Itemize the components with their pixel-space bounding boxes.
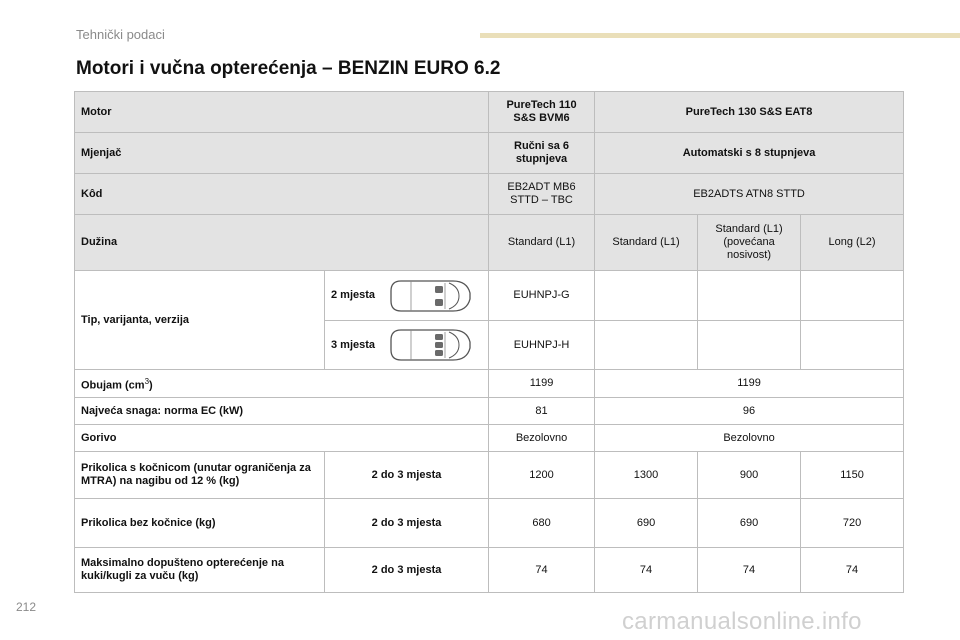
braked-trailer-col1: 1200 [489,452,595,499]
row-label-prikolica-bez: Prikolica bez kočnice (kg) [75,499,325,548]
row-prikolica-bez [75,499,904,548]
row-label-snaga: Najveća snaga: norma EC (kW) [75,398,489,425]
variant-code-2-seats: EUHNPJ-G [489,271,595,321]
empty-cell [595,271,698,321]
power-110: 81 [489,398,595,425]
row-tip-2-seats [75,271,904,321]
unbraked-trailer-col1: 680 [489,499,595,548]
length-col1: Standard (L1) [489,215,595,271]
engine-110-header: PureTech 110 S&S BVM6 [489,92,595,133]
fuel-130: Bezolovno [595,425,904,452]
braked-trailer-col3: 900 [698,452,801,499]
row-label-duzina: Dužina [75,215,489,271]
braked-trailer-col4: 1150 [801,452,904,499]
header-accent-bar [480,33,960,38]
row-label-obujam [75,370,489,398]
towbar-load-col2: 74 [595,548,698,593]
seats-2-label: 2 mjesta [331,289,376,301]
unbraked-trailer-col3: 690 [698,499,801,548]
row-label-gorivo: Gorivo [75,425,489,452]
van-2-seats-icon [387,277,473,315]
seats-range: 2 do 3 mjesta [325,548,489,593]
obujam-label-close: ) [149,379,153,392]
row-label-opterecenje: Maksimalno dopušteno opterećenje na kuki/kugli za vuču (kg) [75,548,325,593]
gearbox-110: Ručni sa 6 stupnjeva [489,133,595,174]
row-label-motor: Motor [75,92,489,133]
empty-cell [801,321,904,370]
towbar-load-col3: 74 [698,548,801,593]
unbraked-trailer-col4: 720 [801,499,904,548]
obujam-label: Obujam (cm [81,379,145,392]
empty-cell [698,271,801,321]
row-opterecenje [75,548,904,593]
displacement-130: 1199 [595,370,904,398]
power-130: 96 [595,398,904,425]
code-110: EB2ADT MB6 STTD – TBC [489,174,595,215]
variant-code-3-seats: EUHNPJ-H [489,321,595,370]
row-label-kod: Kôd [75,174,489,215]
section-title: Tehnički podaci [76,27,165,42]
length-col4: Long (L2) [801,215,904,271]
row-label-prikolica-kocnica: Prikolica s kočnicom (unutar ograničenja za MTRA) na nagibu od 12 % (kg) [75,452,325,499]
spec-table [74,91,904,593]
row-motor [75,92,904,133]
row-obujam [75,370,904,398]
watermark: carmanualsonline.info [622,608,862,635]
page-number: 212 [16,600,37,614]
fuel-110: Bezolovno [489,425,595,452]
towbar-load-col4: 74 [801,548,904,593]
length-col3: Standard (L1) (povećana nosivost) [698,215,801,271]
seats-3-cell [325,321,489,370]
gearbox-130: Automatski s 8 stupnjeva [595,133,904,174]
row-label-mjenjac: Mjenjač [75,133,489,174]
code-130: EB2ADTS ATN8 STTD [595,174,904,215]
row-kod [75,174,904,215]
seats-3-label: 3 mjesta [331,338,376,351]
seats-range: 2 do 3 mjesta [325,452,489,499]
obujam-superscript: 3 [144,376,150,386]
towbar-load-col1: 74 [489,548,595,593]
row-label-tip: Tip, varijanta, verzija [75,271,325,370]
row-snaga [75,398,904,425]
empty-cell [801,271,904,321]
row-prikolica-kocnica [75,452,904,499]
seats-2-cell [325,271,489,321]
van-3-seats-icon [387,326,473,364]
braked-trailer-col2: 1300 [595,452,698,499]
row-mjenjac [75,133,904,174]
length-col2: Standard (L1) [595,215,698,271]
engine-130-header: PureTech 130 S&S EAT8 [595,92,904,133]
empty-cell [595,321,698,370]
displacement-110: 1199 [489,370,595,398]
row-gorivo [75,425,904,452]
empty-cell [698,321,801,370]
row-duzina [75,215,904,271]
unbraked-trailer-col2: 690 [595,499,698,548]
seats-range: 2 do 3 mjesta [325,499,489,548]
page-title: Motori i vučna opterećenja – BENZIN EURO 6.2 [76,58,501,79]
